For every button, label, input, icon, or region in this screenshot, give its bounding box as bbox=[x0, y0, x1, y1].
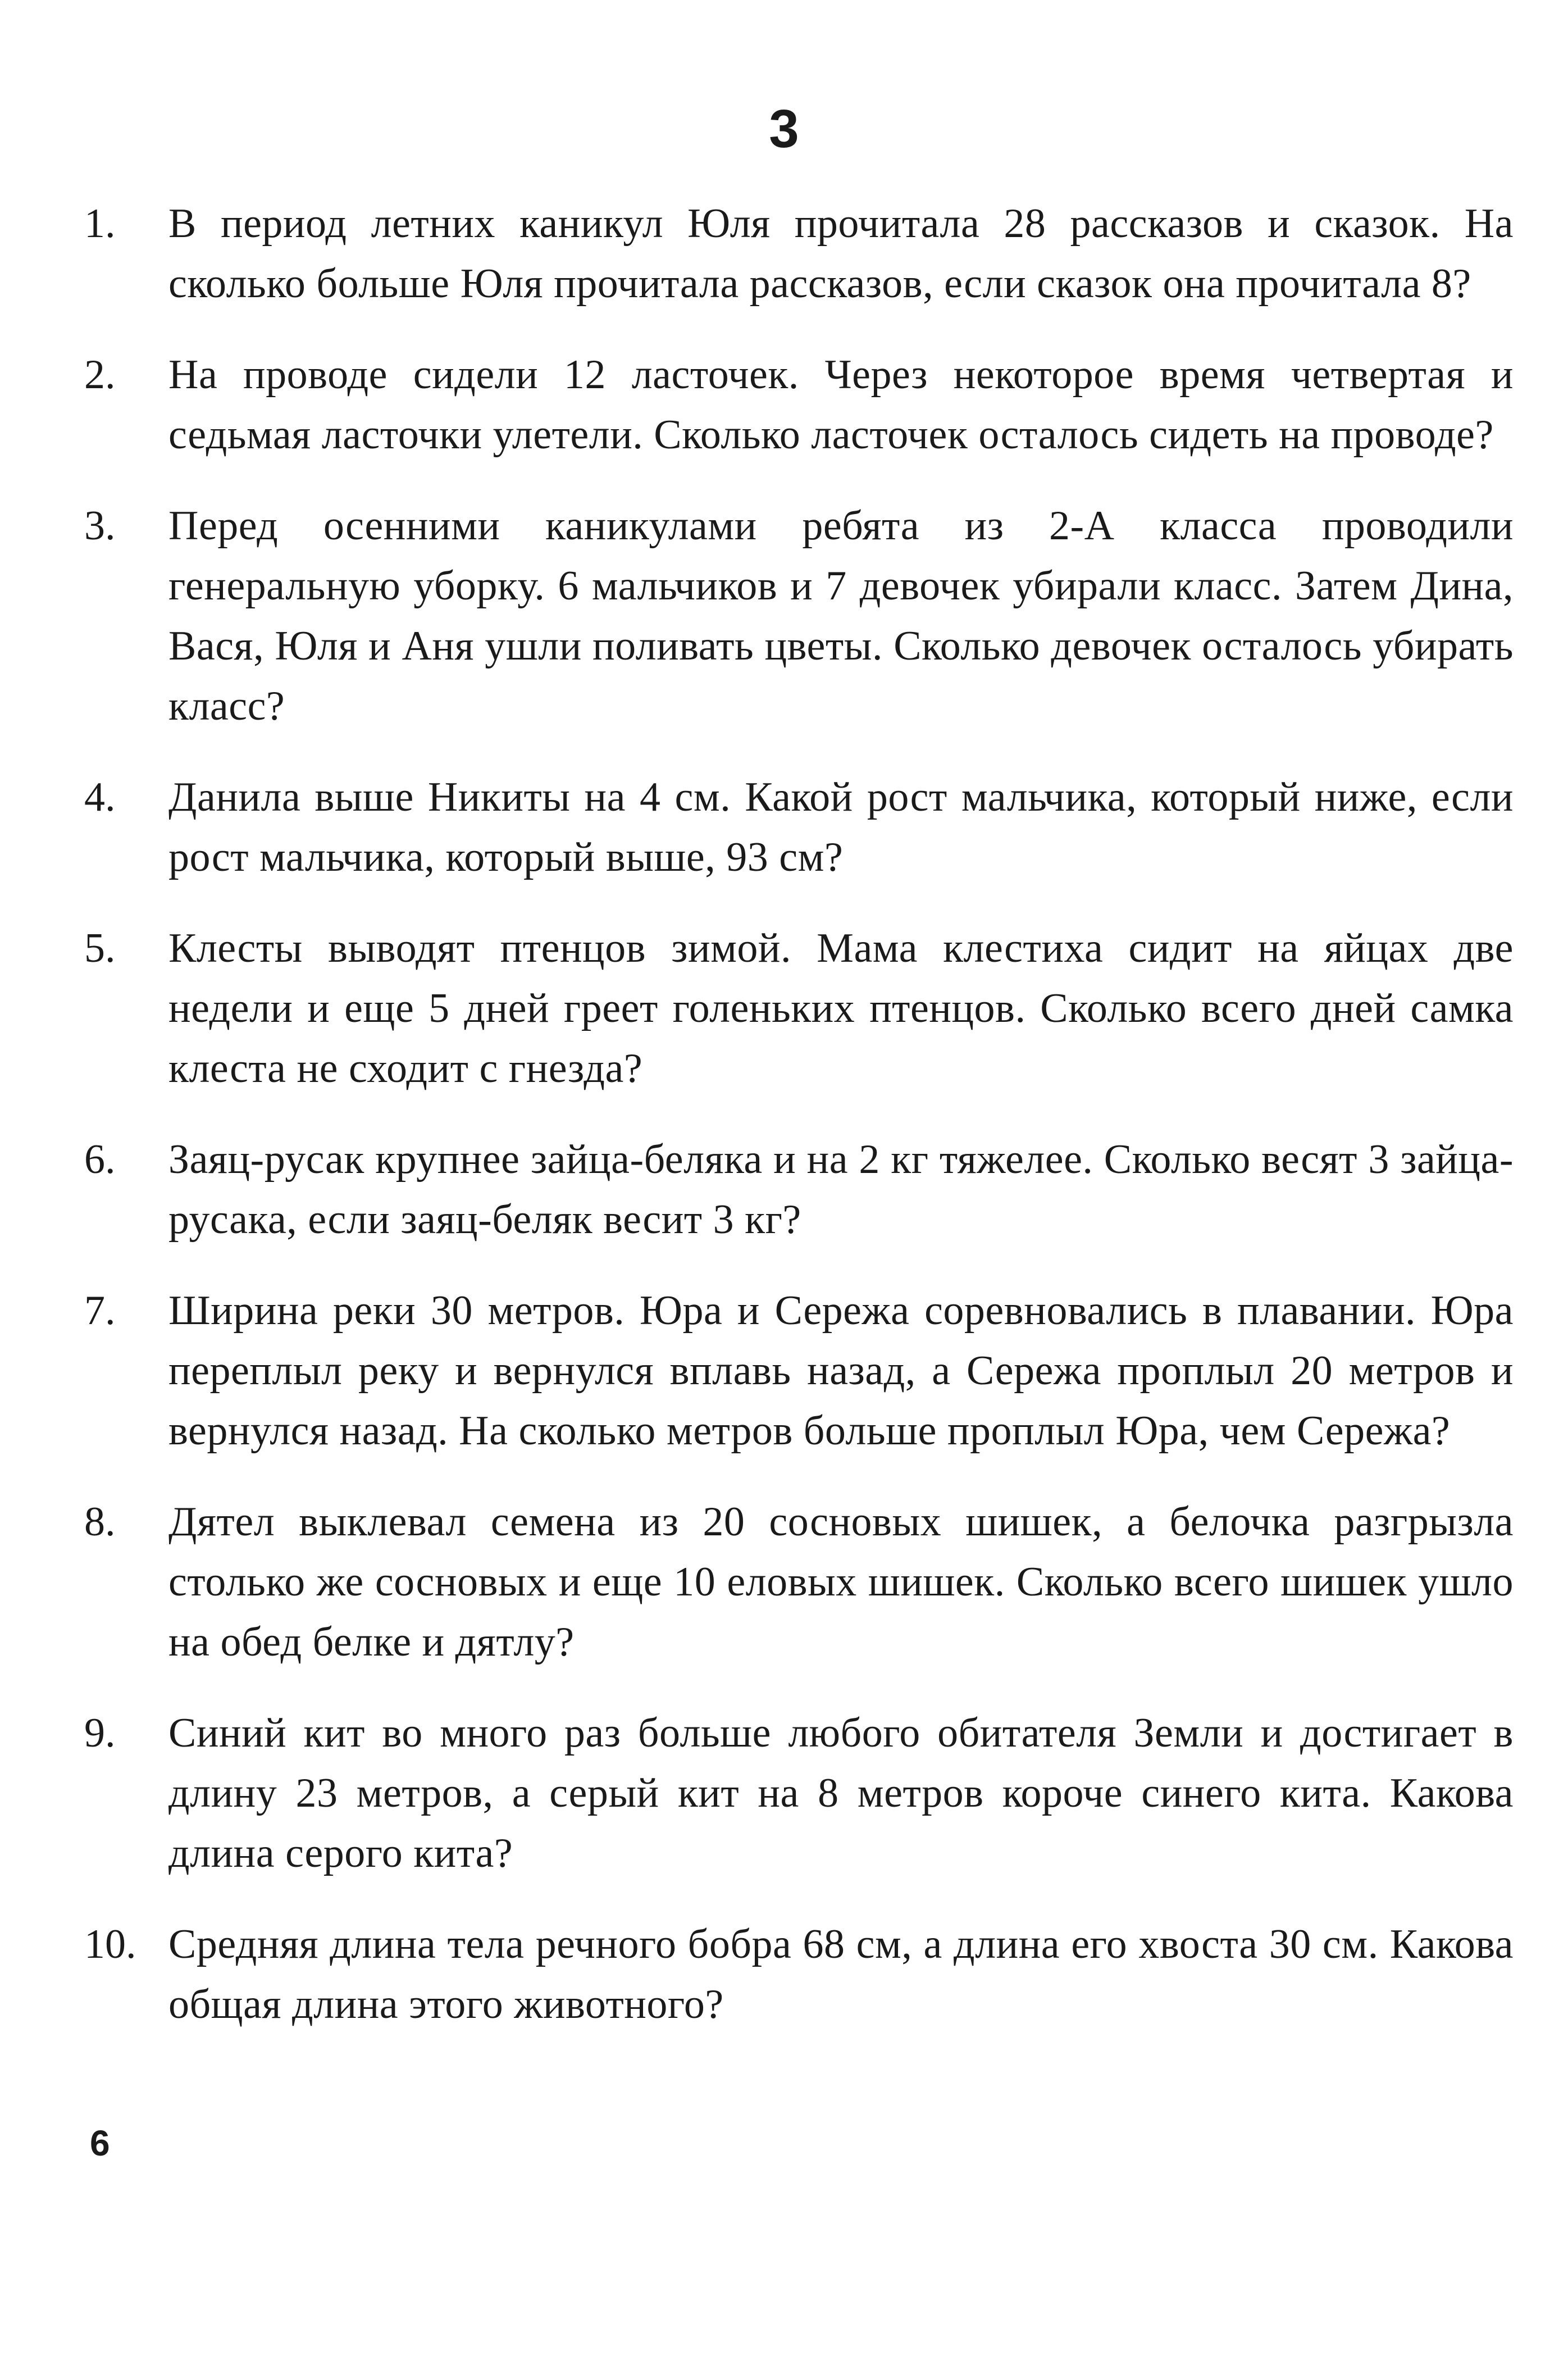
problem-number: 4. bbox=[84, 774, 116, 820]
problem-number: 5. bbox=[84, 925, 116, 971]
problem-number: 7. bbox=[84, 1288, 116, 1334]
problem-text: В период летних каникул Юля прочитала 28 рассказов и сказок. На сколько больше Юля прочитала рассказов, если сказок она прочитала 8? bbox=[168, 201, 1514, 307]
problem-text: Заяц-русак крупнее зайца-беляка и на 2 кг тяжелее. Сколько весят 3 зайца-русака, если заяц-беляк весит 3 кг? bbox=[168, 1136, 1514, 1243]
problem-text: Ширина реки 30 метров. Юра и Сережа соревновались в плавании. Юра переплыл реку и вернулся вплавь назад, а Сережа проплыл 20 метров и вернулся назад. На сколько метров больше проплыл Юра, чем Сережа? bbox=[168, 1288, 1514, 1454]
problem-text: Средняя длина тела речного бобра 68 см, а длина его хвоста 30 см. Какова общая длина этого животного? bbox=[168, 1921, 1514, 2027]
problem-text: Синий кит во много раз больше любого обитателя Земли и достигает в длину 23 метров, а серый кит на 8 метров короче синего кита. Какова длина серого кита? bbox=[168, 1710, 1514, 1876]
problem-item bbox=[84, 345, 1514, 465]
problem-text: Дятел выклевал семена из 20 сосновых шишек, а белочка разгрызла столько же сосновых и еще 10 еловых шишек. Сколько всего шишек ушло на обед белке и дятлу? bbox=[168, 1499, 1514, 1665]
problem-number: 8. bbox=[84, 1499, 116, 1545]
problem-text: На проводе сидели 12 ласточек. Через некоторое время четвертая и седьмая ласточки улетели. Сколько ласточек осталось сидеть на проводе? bbox=[168, 352, 1514, 458]
problem-text: Данила выше Никиты на 4 см. Какой рост мальчика, который ниже, если рост мальчика, который выше, 93 см? bbox=[168, 774, 1514, 880]
page-number: 6 bbox=[90, 2123, 110, 2163]
problem-text: Клесты выводят птенцов зимой. Мама клестиха сидит на яйцах две недели и еще 5 дней греет голеньких птенцов. Сколько всего дней самка клеста не сходит с гнезда? bbox=[168, 925, 1514, 1092]
problem-item bbox=[84, 1703, 1514, 1884]
problem-item bbox=[84, 1915, 1514, 2035]
problem-item bbox=[84, 1130, 1514, 1250]
problem-item bbox=[84, 767, 1514, 888]
problem-text: Перед осенними каникулами ребята из 2-А класса проводили генеральную уборку. 6 мальчиков и 7 девочек убирали класс. Затем Дина, Вася, Юля и Аня ушли поливать цветы. Сколько девочек осталось убирать класс? bbox=[168, 503, 1514, 729]
problem-number: 10. bbox=[84, 1921, 136, 1967]
problem-item bbox=[84, 918, 1514, 1099]
problem-number: 1. bbox=[84, 201, 116, 247]
problem-item bbox=[84, 1492, 1514, 1672]
problem-item bbox=[84, 194, 1514, 314]
section-title: 3 bbox=[769, 99, 799, 159]
problem-item bbox=[84, 496, 1514, 736]
problem-list bbox=[84, 194, 1514, 2066]
problem-number: 9. bbox=[84, 1710, 116, 1756]
problem-number: 2. bbox=[84, 352, 116, 398]
problem-number: 3. bbox=[84, 503, 116, 549]
problem-item bbox=[84, 1281, 1514, 1461]
problem-number: 6. bbox=[84, 1136, 116, 1183]
